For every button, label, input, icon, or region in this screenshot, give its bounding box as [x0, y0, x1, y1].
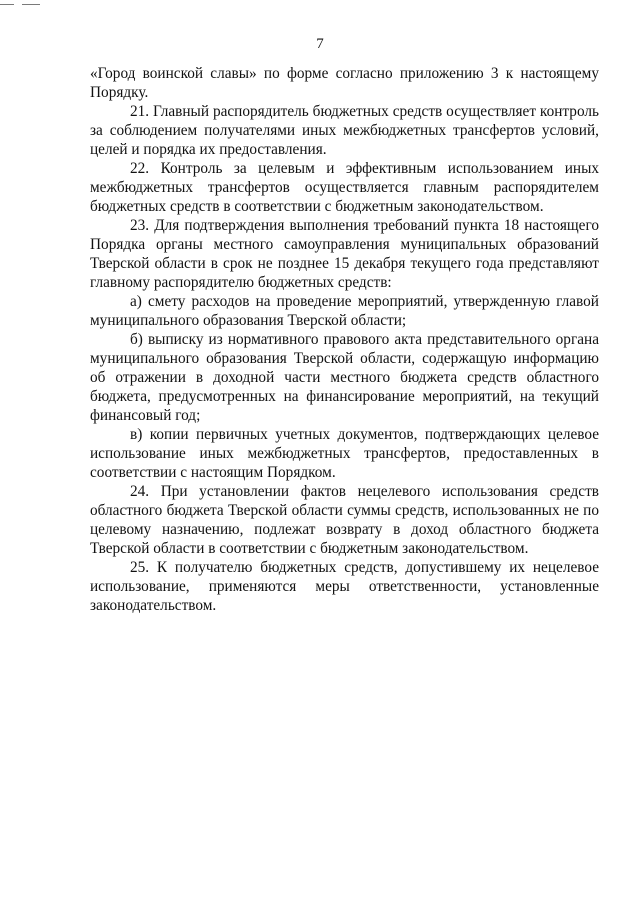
scan-edge-mark: [0, 4, 14, 5]
page-number: 7: [316, 36, 324, 52]
scan-edge-mark: [22, 4, 40, 5]
paragraph-item-24: 24. При установлении фактов нецелевого использования средств областного бюджета Тверской области суммы средств, использованных не по целевому назначению, подлежат возврату в доход областного бюджета Тверской области в соответствии с бюджетным законодательством.: [90, 483, 599, 557]
paragraph-item-23: 23. Для подтверждения выполнения требований пункта 18 настоящего Порядка органы местного самоуправления муниципальных образований Тверской области в срок не позднее 15 декабря текущего года представляют главному распорядителю бюджетных средств:: [90, 217, 599, 291]
paragraph-item-21: 21. Главный распорядитель бюджетных средств осуществляет контроль за соблюдением получателями иных межбюджетных трансфертов условий, целей и порядка их предоставления.: [90, 103, 599, 158]
paragraph-item-25: 25. К получателю бюджетных средств, допустившему их нецелевое использование, применяются меры ответственности, установленные законодательством.: [90, 559, 599, 614]
paragraph-subitem-b: б) выписку из нормативного правового акта представительного органа муниципального образования Тверской области, содержащую информацию об отражении в доходной части местного бюджета средств областного бюджета, предусмотренных на финансирование мероприятий, на текущий финансовый год;: [90, 331, 599, 424]
paragraph-item-22: 22. Контроль за целевым и эффективным использованием иных межбюджетных трансфертов осуществляется главным распорядителем бюджетных средств в соответствии с бюджетным законодательством.: [90, 160, 599, 215]
document-body: [90, 64, 599, 615]
paragraph-continuation: «Город воинской славы» по форме согласно приложению 3 к настоящему Порядку.: [90, 65, 599, 101]
paragraph-subitem-a: а) смету расходов на проведение мероприятий, утвержденную главой муниципального образования Тверской области;: [90, 293, 599, 329]
paragraph-subitem-v: в) копии первичных учетных документов, подтверждающих целевое использование иных межбюджетных трансфертов, предоставленных в соответствии с настоящим Порядком.: [90, 426, 599, 481]
